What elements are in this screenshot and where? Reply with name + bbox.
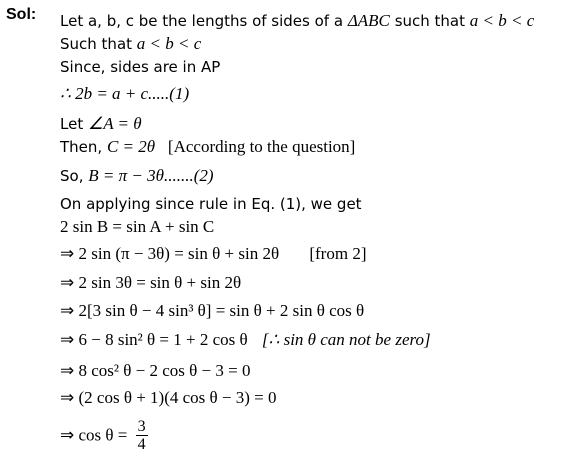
equation-sin-rule: 2 sin B = sin A + sin C [60, 217, 215, 236]
equation-step-2: ⇒ 2 sin 3θ = sin θ + sin 2θ [60, 273, 242, 292]
applying-text: On applying since rule in Eq. (1), we get [60, 195, 362, 213]
line-applying [60, 195, 362, 213]
line-so [60, 167, 214, 185]
such-that-text: such that [394, 12, 465, 30]
equation-final [60, 418, 148, 453]
equation-step-6: ⇒ (2 cos θ + 1)(4 cos θ − 3) = 0 [60, 388, 277, 407]
intro-text: Let a, b, c be the lengths of sides of a [60, 12, 344, 30]
fraction-denominator: 4 [137, 436, 146, 453]
line-ap [60, 58, 220, 76]
fraction [136, 418, 148, 453]
ap-text: Since, sides are in AP [60, 58, 221, 76]
line-such-that [60, 35, 201, 53]
nonzero-note: [∴ sin θ can not be zero] [261, 330, 431, 349]
then-text: Then, [60, 138, 103, 156]
according-note: [According to the question] [167, 137, 356, 156]
fraction-numerator: 3 [137, 418, 146, 435]
equation-1: ∴ 2b = a + c.....(1) [60, 84, 190, 103]
line-intro [60, 12, 534, 30]
b-expr: B = π − 3θ.......(2) [88, 166, 214, 185]
equation-step-4 [60, 331, 431, 349]
triangle-symbol: ΔABC [347, 11, 390, 30]
such-that-label: Such that [60, 35, 133, 53]
inequality-expr-2: a < b < c [136, 34, 202, 53]
solution-label: Sol: [6, 6, 37, 23]
step-1-expr: ⇒ 2 sin (π − 3θ) = sin θ + sin 2θ [60, 244, 280, 263]
step-4-expr: ⇒ 6 − 8 sin² θ = 1 + 2 cos θ [60, 330, 248, 349]
so-text: So, [60, 167, 84, 185]
c-expr: C = 2θ [106, 137, 156, 156]
from-2-note: [from 2] [309, 244, 367, 263]
equation-step-5: ⇒ 8 cos² θ − 2 cos θ − 3 = 0 [60, 361, 251, 380]
equation-step-1 [60, 245, 366, 263]
line-then [60, 138, 355, 156]
let-text: Let [60, 115, 84, 133]
equation-step-3: ⇒ 2[3 sin θ − 4 sin³ θ] = sin θ + 2 sin θ cos θ [60, 301, 365, 320]
angle-a-expr: ∠A = θ [87, 114, 142, 133]
line-let [60, 115, 142, 133]
final-lhs: ⇒ cos θ = [60, 425, 128, 445]
inequality-expr: a < b < c [469, 11, 535, 30]
